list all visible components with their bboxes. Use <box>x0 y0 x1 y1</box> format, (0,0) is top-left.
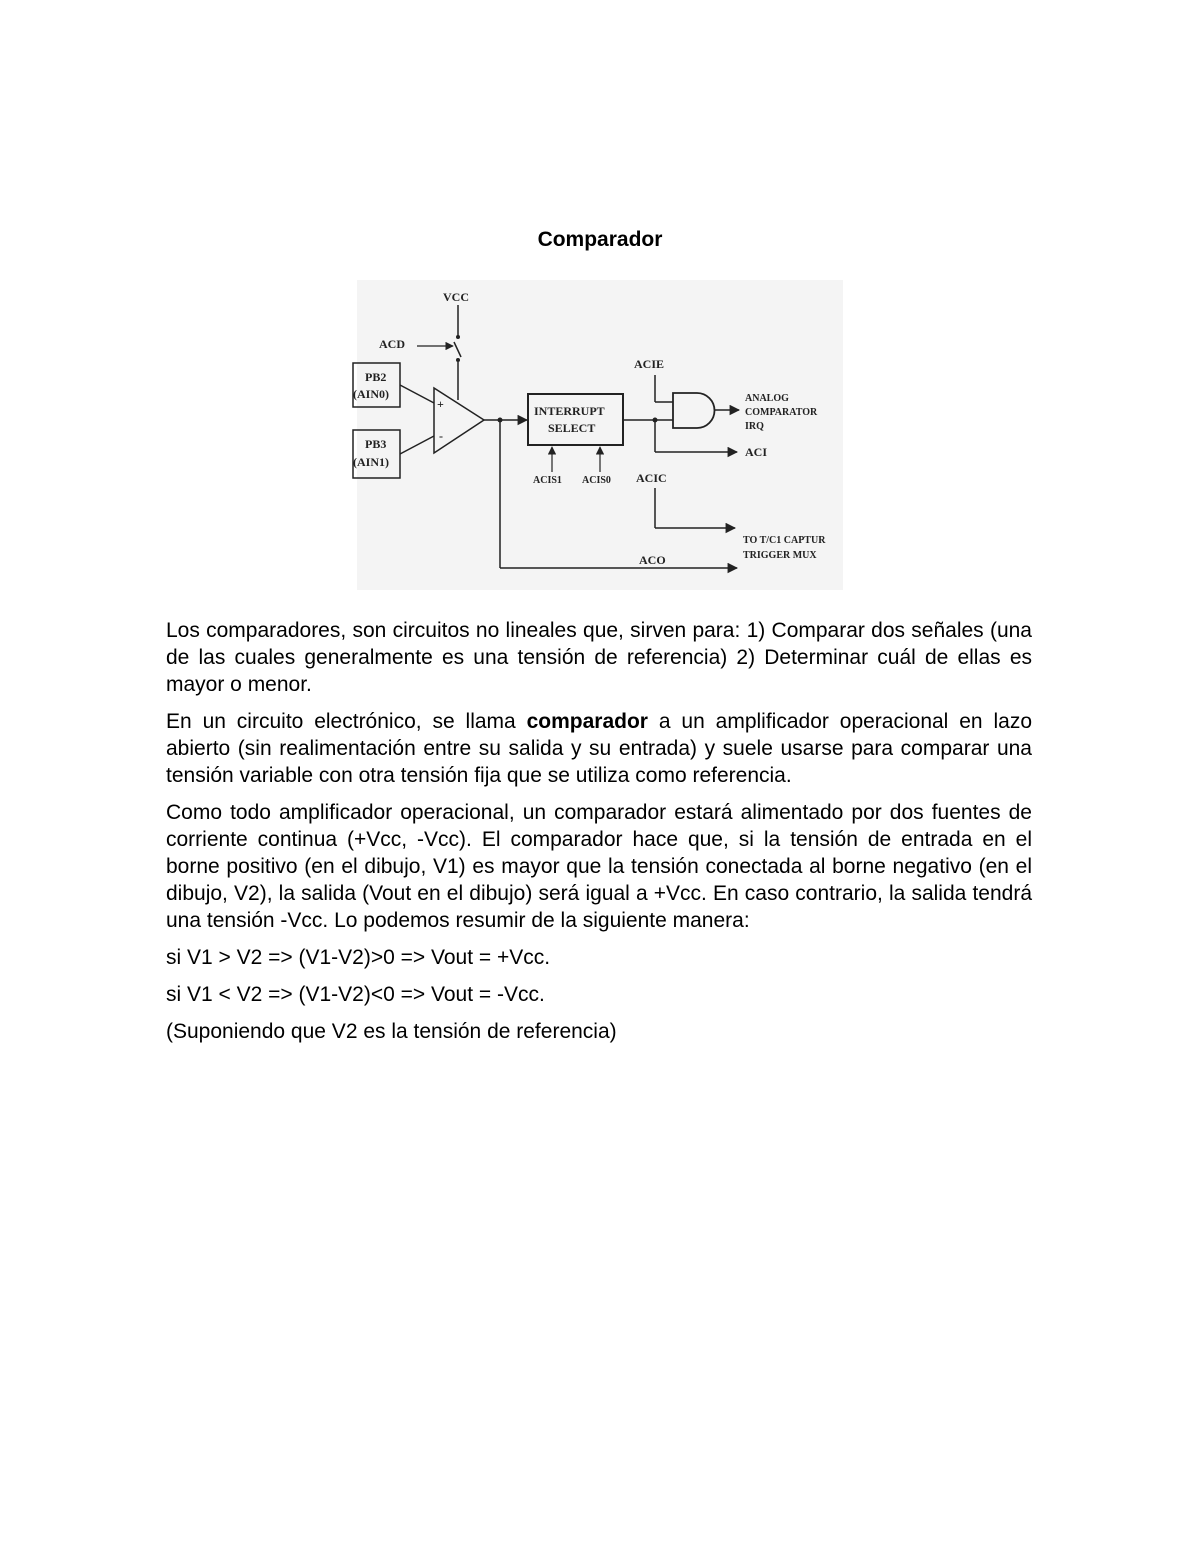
comparator-block-diagram <box>353 280 843 590</box>
acie-label: ACIE <box>634 357 665 371</box>
paragraph-explanation: Como todo amplificador operacional, un comparador estará alimentado por dos fuentes de corriente continua (+Vcc, -Vcc). El comparador hace que, si la tensión de entrada en el borne positivo (en el dibujo, V1) es mayor que la tensión conectada al borne negativo (en el dibujo, V2), la salida (Vout en el dibujo) será igual a +Vcc. En caso contrario, la salida tendrá una tensión -Vcc. Lo podemos resumir de la siguiente manera: <box>166 801 1032 932</box>
opamp-minus-label: - <box>439 429 443 443</box>
ain1-label: (AIN1) <box>353 455 389 469</box>
diagram-svg <box>353 280 843 590</box>
switch-contact-bottom <box>456 358 460 362</box>
definition-term: comparador <box>526 710 648 733</box>
acd-label: ACD <box>379 337 405 351</box>
definition-text-end: a un amplificador operacional en lazo abierto (sin realimentación entre su salida y su entrada) y suele usarse para comparar una tensión variable con otra tensión fija que se utiliza como referencia. <box>166 710 1032 787</box>
acis1-label: ACIS1 <box>533 475 562 486</box>
acis0-label: ACIS0 <box>582 475 611 486</box>
vcc-label: VCC <box>443 290 469 304</box>
page-title: Comparador <box>537 228 663 251</box>
trigger-mux-label: TRIGGER MUX <box>743 550 817 561</box>
switch-blade <box>454 342 461 357</box>
switch-contact-top <box>456 335 460 339</box>
irq-label: IRQ <box>745 421 764 432</box>
aco-label: ACO <box>639 553 666 567</box>
tc1-capture-label: TO T/C1 CAPTUR <box>743 535 826 546</box>
pb2-to-opamp-wire <box>400 385 434 403</box>
interrupt-select-box <box>528 394 623 445</box>
select-label: SELECT <box>548 421 596 435</box>
pb3-label: PB3 <box>365 437 387 451</box>
interrupt-label: INTERRUPT <box>534 404 605 418</box>
acic-label: ACIC <box>636 471 667 485</box>
aci-label: ACI <box>745 445 768 459</box>
rule-less: si V1 < V2 => (V1-V2)<0 => Vout = -Vcc. <box>166 983 545 1006</box>
comparator-label: COMPARATOR <box>745 407 818 418</box>
rule-greater: si V1 > V2 => (V1-V2)>0 => Vout = +Vcc. <box>166 946 551 969</box>
pb2-label: PB2 <box>365 370 387 384</box>
opamp-plus-label: + <box>437 397 444 411</box>
ain0-label: (AIN0) <box>353 387 389 401</box>
paragraph-intro: Los comparadores, son circuitos no lineales que, sirven para: 1) Comparar dos señales (una de las cuales generalmente es una tensión de referencia) 2) Determinar cuál de ellas es mayor o menor. <box>166 619 1032 696</box>
body-text <box>166 617 1032 1055</box>
pb3-to-opamp-wire <box>400 436 434 454</box>
analog-label: ANALOG <box>745 393 789 404</box>
reference-note: (Suponiendo que V2 es la tensión de referencia) <box>166 1020 617 1043</box>
paragraph-definition <box>166 708 1032 789</box>
definition-text-start: En un circuito electrónico, se llama <box>166 710 527 733</box>
and-gate-symbol <box>673 393 715 428</box>
